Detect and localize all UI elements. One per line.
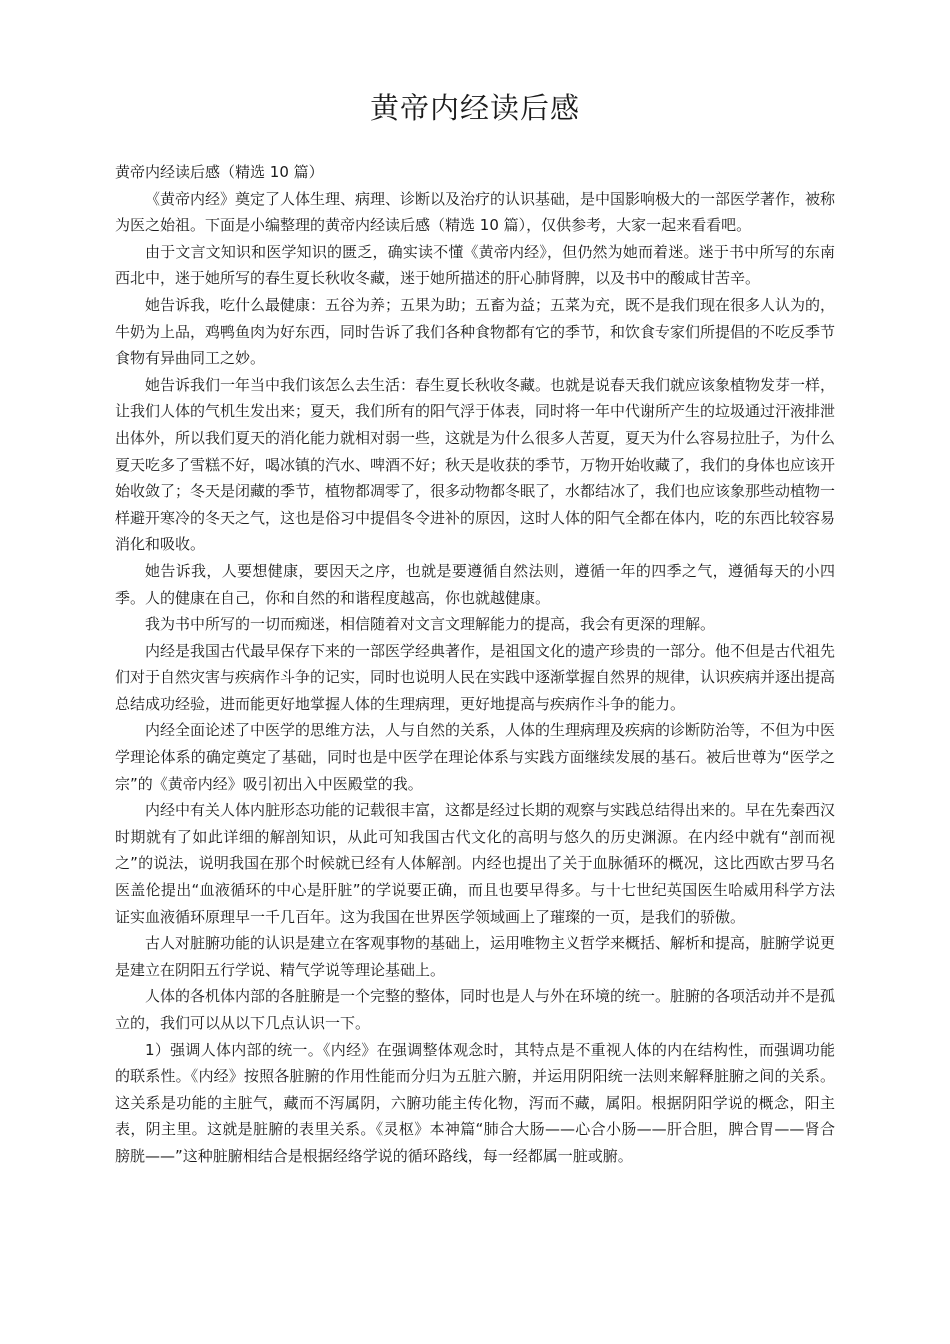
paragraph: 内经是我国古代最早保存下来的一部医学经典著作，是祖国文化的遗产珍贵的一部分。他不但是古代祖先们对于自然灾害与疾病作斗争的记实，同时也说明人民在实践中逐渐掌握自然界的规律，认识疾病并逐出提高总结成功经验，进而能更好地掌握人体的生理病理，更好地提高与疾病作斗争的能力。 xyxy=(115,641,836,713)
paragraph: 我为书中所写的一切而痴迷，相信随着对文言文理解能力的提高，我会有更深的理解。 xyxy=(145,615,716,634)
paragraph: 内经全面论述了中医学的思维方法，人与自然的关系，人体的生理病理及疾病的诊断防治等，不但为中医学理论体系的确定奠定了基础，同时也是中医学在理论体系与实践方面继续发展的基石。被后世尊为“医学之宗”的《黄帝内经》吸引初出入中医殿堂的我。 xyxy=(115,721,836,793)
paragraph: 她告诉我们一年当中我们该怎么去生活：春生夏长秋收冬藏。也就是说春天我们就应该象植物发芽一样，让我们人体的气机生发出来；夏天，我们所有的阳气浮于体表，同时将一年中代谢所产生的垃圾通过汗液排泄出体外，所以我们夏天的消化能力就相对弱一些，这就是为什么很多人苦夏，夏天为什么容易拉肚子，为什么夏天吃多了雪糕不好，喝冰镇的汽水、啤酒不好；秋天是收获的季节，万物开始收藏了，我们的身体也应该开始收敛了；冬天是闭藏的季节，植物都凋零了，很多动物都冬眠了，水都结冰了，我们也应该象那些动植物一样避开寒冷的冬天之气，这也是俗习中提倡冬令进补的原因，这时人体的阳气全都在体内，吃的东西比较容易消化和吸收。 xyxy=(115,375,836,554)
paragraph: 她告诉我，人要想健康，要因天之序，也就是要遵循自然法则，遵循一年的四季之气，遵循每天的小四季。人的健康在自己，你和自然的和谐程度越高，你也就越健康。 xyxy=(115,561,835,607)
paragraph: 《黄帝内经》奠定了人体生理、病理、诊断以及治疗的认识基础，是中国影响极大的一部医学著作，被称为医之始祖。下面是小编整理的黄帝内经读后感（精选 10 篇），仅供参考，大家一起来看看吧。 xyxy=(115,189,836,235)
paragraph: 由于文言文知识和医学知识的匮乏，确实读不懂《黄帝内经》，但仍然为她而着迷。迷于书中所写的东南西北中，迷于她所写的春生夏长秋收冬藏，迷于她所描述的肝心肺肾脾，以及书中的酸咸甘苦辛。 xyxy=(115,242,835,288)
paragraph: 1）强调人体内部的统一。《内经》在强调整体观念时，其特点是不重视人体的内在结构性，而强调功能的联系性。《内经》按照各脏腑的作用性能而分归为五脏六腑，并运用阴阳统一法则来解释脏腑之间的关系。这关系是功能的主脏气，藏而不泻属阴，六腑功能主传化物，泻而不藏，属阳。根据阴阳学说的概念，阳主表，阴主里。这就是脏腑的表里关系。《灵枢》本神篇“肺合大肠——心合小肠——肝合胆，脾合胃——肾合膀胱——”这种脏腑相结合是根据经络学说的循环路线，每一经都属一脏或腑。 xyxy=(115,1040,835,1165)
document-body xyxy=(115,159,835,1170)
paragraph: 她告诉我，吃什么最健康：五谷为养；五果为助；五畜为益；五菜为充，既不是我们现在很多人认为的，牛奶为上品，鸡鸭鱼肉为好东西，同时告诉了我们各种食物都有它的季节，和饮食专家们所提倡的不吃反季节食物有异曲同工之妙。 xyxy=(115,295,836,368)
paragraph: 古人对脏腑功能的认识是建立在客观事物的基础上，运用唯物主义哲学来概括、解析和提高，脏腑学说更是建立在阴阳五行学说、精气学说等理论基础上。 xyxy=(115,934,836,979)
document-title: 黄帝内经读后感 xyxy=(369,91,580,125)
paragraph: 人体的各机体内部的各脏腑是一个完整的整体，同时也是人与外在环境的统一。脏腑的各项活动并不是孤立的，我们可以从以下几点认识一下。 xyxy=(115,987,836,1032)
paragraph: 内经中有关人体内脏形态功能的记载很丰富，这都是经过长期的观察与实践总结得出来的。早在先秦西汉时期就有了如此详细的解剖知识，从此可知我国古代文化的高明与悠久的历史渊源。在内经中就有“剖而视之”的说法，说明我国在那个时候就已经有人体解剖。内经也提出了关于血脉循环的概况，这比西欧古罗马名医盖伦提出“血液循环的中心是肝脏”的学说要正确，而且也要早得多。与十七世纪英国医生哈威用科学方法证实血液循环原理早一千几百年。这为我国在世界医学领域画上了璀璨的一页，是我们的骄傲。 xyxy=(115,801,836,926)
document-subtitle: 黄帝内经读后感（精选 10 篇） xyxy=(115,163,324,181)
